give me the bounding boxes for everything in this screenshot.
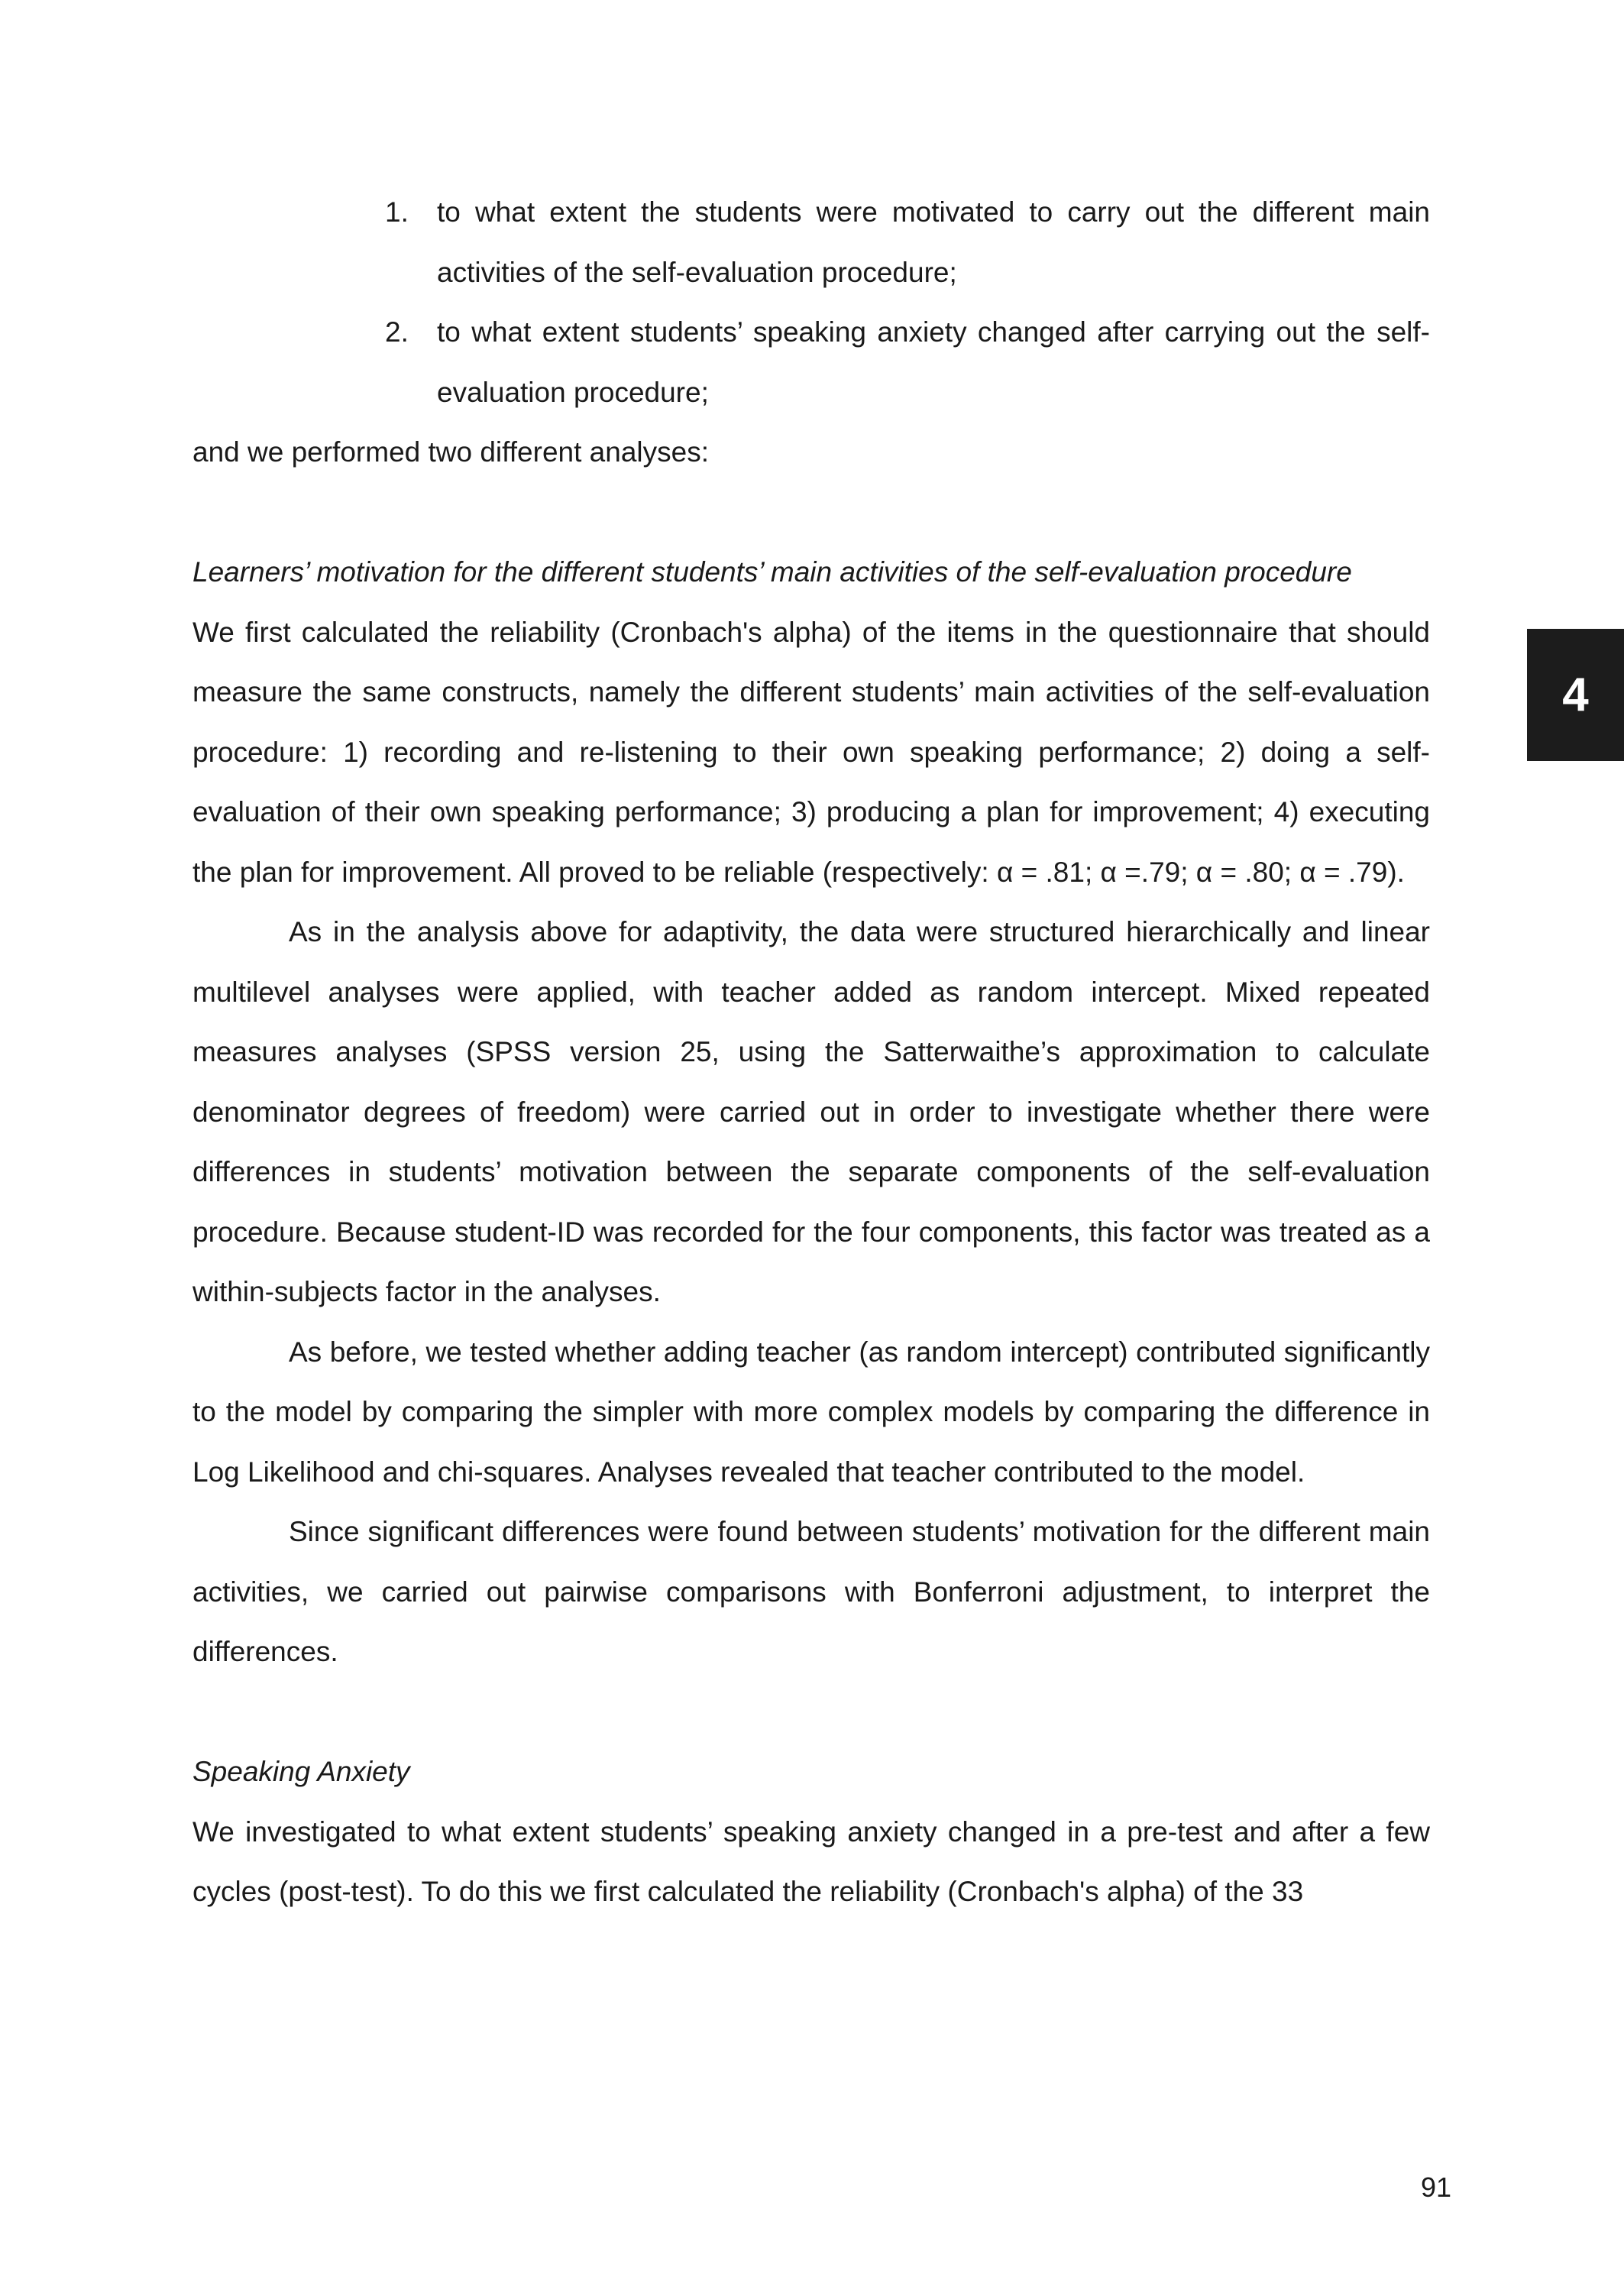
- chapter-tab: 4: [1527, 629, 1624, 761]
- paragraph: Since significant differences were found between students’ motivation for the different main activities, we carried out pairwise comparisons with Bonferroni adjustment, to interpret the differences.: [192, 1516, 1430, 1667]
- list-item-text: to what extent the students were motivated to carry out the different main activities of the self-evaluation procedure;: [437, 196, 1430, 288]
- intro-line: and we performed two different analyses:: [192, 436, 709, 468]
- paragraph: We first calculated the reliability (Cronbach's alpha) of the items in the questionnaire that should measure the same constructs, namely the different students’ main activities of the self-evaluation procedure: 1) recording and re-listening to their own speaking performance; 2) doing a self-evaluation of their own speaking performance; 3) producing a plan for improvement; 4) executing the plan for improvement. All proved to be reliable (respectively: α = .81; α =.79; α = .80; α = .79).: [192, 616, 1430, 888]
- list-item-text: to what extent students’ speaking anxiety changed after carrying out the self-evaluation procedure;: [437, 316, 1430, 408]
- list-item-number: 1.: [385, 196, 409, 228]
- section-heading-speaking-anxiety: Speaking Anxiety: [192, 1756, 410, 1787]
- paragraph: As in the analysis above for adaptivity, the data were structured hierarchically and linear multilevel analyses were applied, with teacher added as random intercept. Mixed repeated measures analyses (SPSS version 25, using the Satterwaithe’s approximation to calculate denominator degrees of freedom) were carried out in order to investigate whether there were differences in students’ motivation between the separate components of the self-evaluation procedure. Because student-ID was recorded for the four components, this factor was treated as a within-subjects factor in the analyses.: [192, 916, 1430, 1307]
- paragraph: As before, we tested whether adding teacher (as random intercept) contributed significantly to the model by comparing the simpler with more complex models by comparing the difference in Log Likelihood and chi-squares. Analyses revealed that teacher contributed to the model.: [192, 1336, 1430, 1488]
- research-question-list: [385, 183, 1430, 423]
- page-number: 91: [1420, 2172, 1451, 2203]
- list-item: [385, 303, 1430, 423]
- body-text: [192, 423, 1430, 1922]
- section-heading-motivation: Learners’ motivation for the different students’ main activities of the self-evaluation procedure: [192, 556, 1352, 588]
- list-item: [385, 183, 1430, 303]
- paragraph: We investigated to what extent students’ speaking anxiety changed in a pre-test and after a few cycles (post-test). To do this we first calculated the reliability (Cronbach's alpha) of the 33: [192, 1815, 1430, 1907]
- list-item-number: 2.: [385, 316, 409, 348]
